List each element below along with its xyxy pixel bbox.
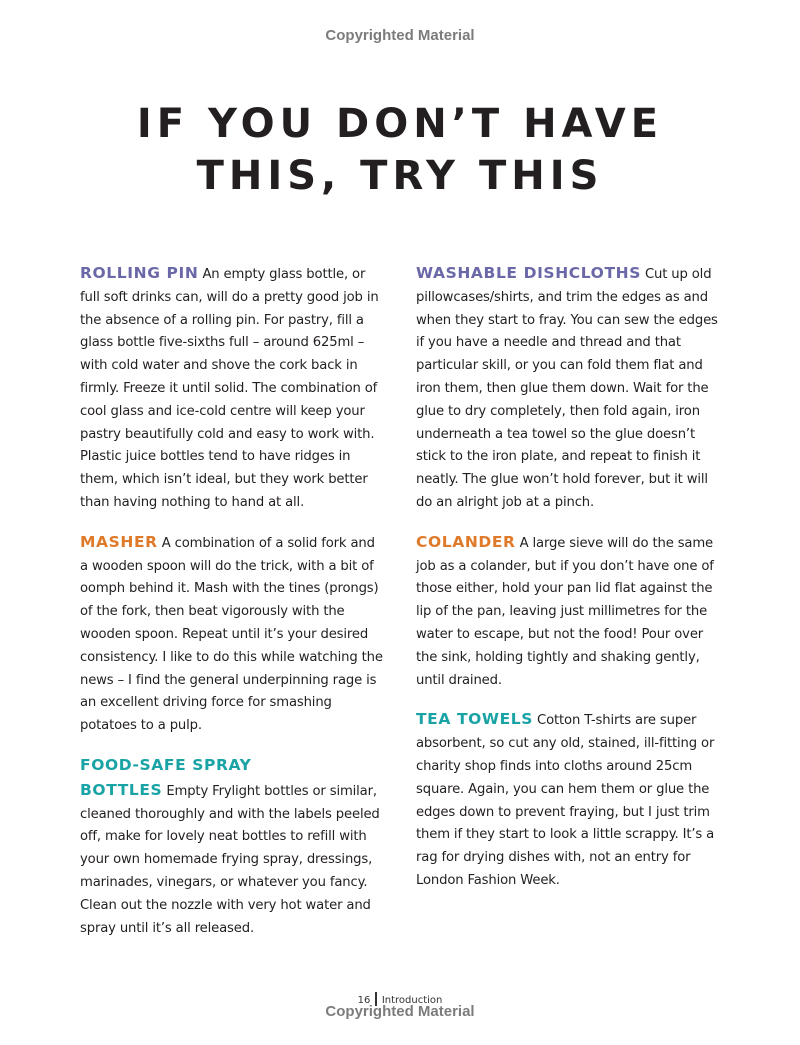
page-number: 16	[357, 995, 371, 1006]
page-title-line-1: IF YOU DON’T HAVE	[136, 101, 664, 147]
tip-food-safe-spray-bottles	[80, 754, 385, 940]
tip-heading: FOOD-SAFE SPRAY BOTTLES	[80, 755, 252, 799]
tip-text: A combination of a solid fork and a wooden spoon will do the trick, with a bit of oomph behind it. Mash with the tines (prongs) of the fork, then beat vigorously with the wooden spoon. Repeat until it’s your desired consistency. I like to do this while watching the news – I find the general underpinning rage is an excellent driving force for smashing potatoes to a pulp.	[80, 535, 383, 734]
copyright-watermark-bottom: Copyrighted Material	[325, 1003, 475, 1020]
section-name: Introduction	[381, 995, 443, 1006]
tip-heading: ROLLING PIN	[80, 264, 199, 282]
tip-masher	[80, 531, 385, 738]
tip-heading: COLANDER	[416, 532, 516, 551]
tip-text: Cotton T-shirts are super absorbent, so cut any old, stained, ill-fitting or charity shop finds into cloths around 25cm square. Again, you can hem them or glue the edges down to prevent fraying, but I just trim them if they start to look a little scrappy. It’s a rag for drying dishes with, not an entry for London Fashion Week.	[416, 713, 715, 888]
tip-text: Empty Frylight bottles or similar, cleaned thoroughly and with the labels peeled off, make for lovely neat bottles to refill with your own homemade frying spray, dressings, marinades, vinegars, or whatever you fancy. Clean out the nozzle with very hot water and spray until it’s all released.	[80, 783, 380, 936]
tip-text: An empty glass bottle, or full soft drinks can, will do a pretty good job in the absence of a rolling pin. For pastry, fill a glass bottle five-sixths full – around 625ml – with cold water and shove the cork back in firmly. Freeze it until solid. The combination of cool glass and ice-cold centre will keep your pastry beautifully cold and easy to work with. Plastic juice bottles tend to have ridges in them, which isn’t ideal, but they work better than having nothing to hand at all.	[80, 267, 379, 510]
tip-tea-towels	[416, 708, 721, 892]
tip-washable-dishcloths	[416, 262, 721, 515]
tip-text: A large sieve will do the same job as a colander, but if you don’t have one of those either, hold your pan lid flat against the lip of the pan, leaving just millimetres for the water to escape, but not the food! Pour over the sink, holding tightly and shaking gently, until drained.	[416, 535, 714, 688]
page-title	[0, 98, 800, 202]
tip-colander	[416, 531, 721, 693]
right-column	[416, 262, 721, 909]
tip-heading: TEA TOWELS	[416, 710, 534, 729]
tip-heading: MASHER	[80, 532, 158, 551]
left-column	[80, 262, 385, 956]
page-title-line-2: THIS, TRY THIS	[196, 153, 604, 199]
tip-heading: WASHABLE DISHCLOTHS	[416, 264, 641, 282]
tip-rolling-pin	[80, 262, 385, 515]
tip-text: Cut up old pillowcases/shirts, and trim the edges as and when they start to fray. You can sew the edges if you have a needle and thread and that particular skill, or you can fold them flat and iron them, then glue them down. Wait for the glue to dry completely, then fold again, iron underneath a tea towel so the glue doesn’t stick to the iron plate, and repeat to finish it neatly. The glue won’t hold forever, but it will do an alright job at a pinch.	[416, 267, 718, 510]
copyright-watermark-top: Copyrighted Material	[325, 27, 475, 44]
